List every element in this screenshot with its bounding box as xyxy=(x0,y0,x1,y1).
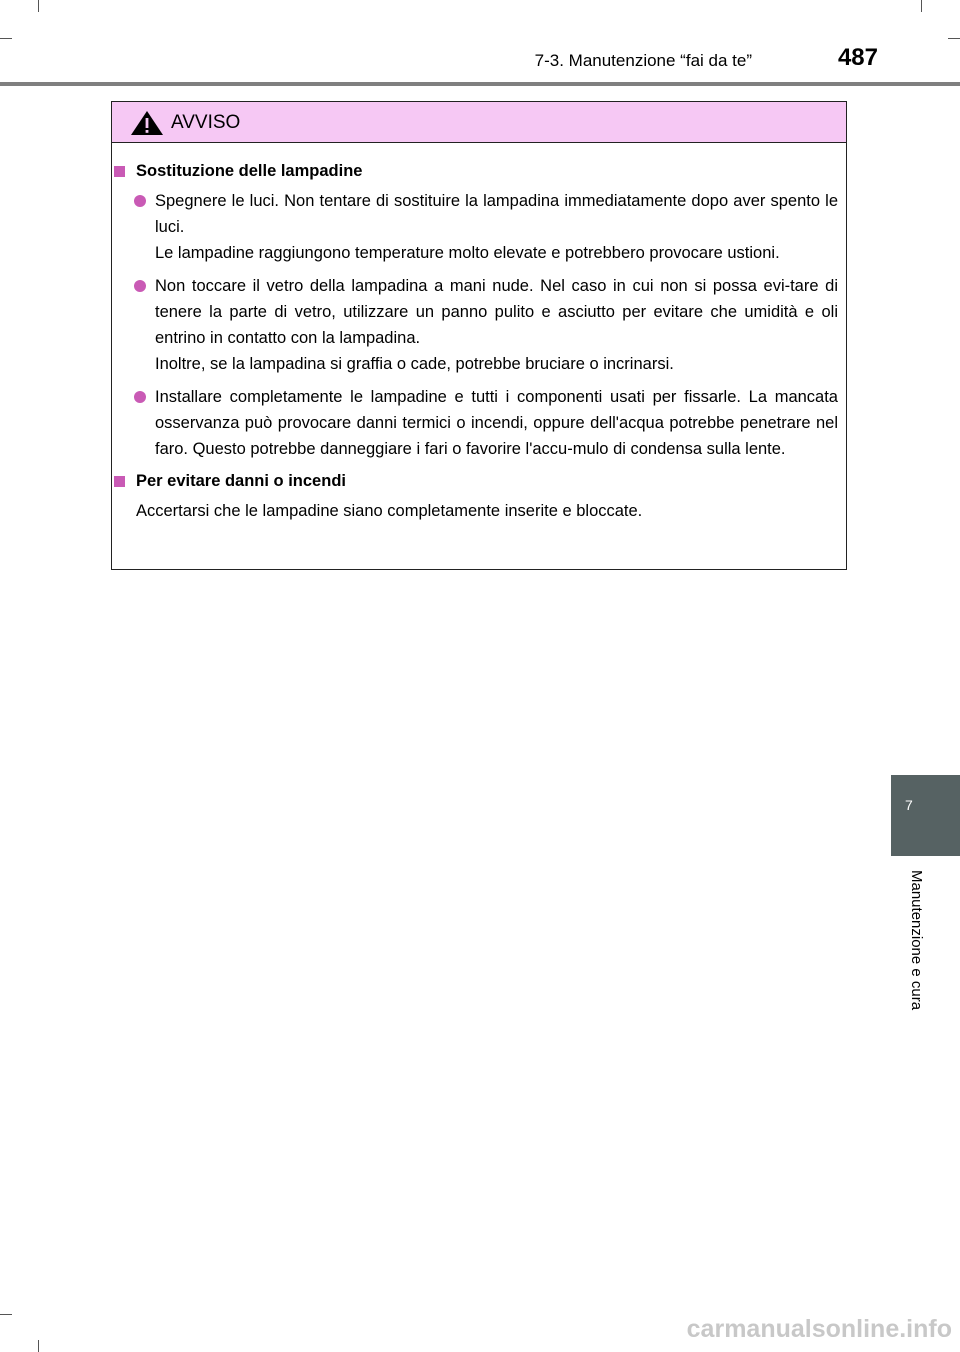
list-item-text: Inoltre, se la lampadina si graffia o cade, potrebbe bruciare o incrinarsi. xyxy=(155,355,674,373)
section-text: Accertarsi che le lampadine siano completamente inserite e bloccate. xyxy=(136,502,643,520)
section-heading xyxy=(112,159,838,183)
section-heading xyxy=(112,469,838,493)
chapter-tab xyxy=(891,775,960,856)
circle-bullet-icon xyxy=(134,195,146,207)
circle-bullet-icon xyxy=(134,280,146,292)
warning-box xyxy=(111,101,847,570)
list-item xyxy=(112,188,838,266)
list-item xyxy=(112,384,838,462)
crop-mark xyxy=(948,38,960,39)
chapter-label: Manutenzione e cura xyxy=(908,870,925,1011)
crop-mark xyxy=(38,1340,39,1352)
list-item xyxy=(112,273,838,377)
chapter-number: 7 xyxy=(905,797,913,813)
crop-mark xyxy=(0,38,12,39)
page-number: 487 xyxy=(837,44,878,71)
list-item-text: Installare completamente le lampadine e tutti i componenti usati per fissarle. La mancata osservanza può provocare danni termici o incendi, oppure dell'acqua potrebbe penetrare nel faro. Questo potrebbe danneggiare i fari o favorire l'accu-mulo di condensa sulla lente. xyxy=(155,388,838,458)
section-heading-text: Sostituzione delle lampadine xyxy=(136,162,363,180)
warning-triangle-icon xyxy=(130,110,164,136)
crop-mark xyxy=(0,1314,12,1315)
square-bullet-icon xyxy=(114,476,125,487)
running-header-section: 7-3. Manutenzione “fai da te” xyxy=(534,51,752,70)
crop-mark xyxy=(921,0,922,12)
crop-mark xyxy=(38,0,39,12)
list-item-text: Non toccare il vetro della lampadina a mani nude. Nel caso in cui non si possa evi-tare di tenere la parte di vetro, utilizzare un panno pulito e asciutto per evitare che umidità e oli entrino in contatto con la lampadina. xyxy=(155,277,838,347)
watermark: carmanualsonline.info xyxy=(686,1315,952,1343)
section-heading-text: Per evitare danni o incendi xyxy=(136,472,346,490)
list-item-text: Le lampadine raggiungono temperature molto elevate e potrebbero provocare ustioni. xyxy=(155,244,780,262)
warning-header xyxy=(112,102,846,143)
circle-bullet-icon xyxy=(134,391,146,403)
list-item-text: Spegnere le luci. Non tentare di sostituire la lampadina immediatamente dopo aver spento le luci. xyxy=(155,192,838,236)
header-rule xyxy=(0,82,960,86)
warning-title: AVVISO xyxy=(171,112,241,133)
square-bullet-icon xyxy=(114,166,125,177)
warning-body xyxy=(112,143,846,524)
